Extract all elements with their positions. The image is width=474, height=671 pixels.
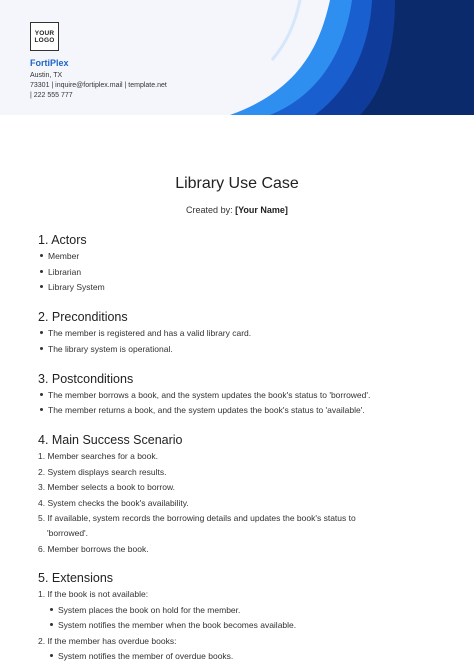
logo-text-2: LOGO [34,36,55,44]
logo-text-1: YOUR [34,29,55,37]
list-item: The library system is operational. [40,344,173,354]
page-title: Library Use Case [175,175,299,192]
sub-list-item: System notifies the member of overdue books. [50,651,233,661]
section-main-scenario-title: 4. Main Success Scenario [38,433,183,447]
created-by [0,205,474,215]
list-item: The member borrows a book, and the system updates the book's status to 'borrowed'. [40,390,370,400]
list-item: The member is registered and has a valid library card. [40,328,251,338]
list-item: Library System [40,282,105,292]
address-line-2: 73301 | inquire@fortiplex.mail | template.net [30,82,167,89]
list-item: 3. Member selects a book to borrow. [38,482,176,492]
list-item: 1. If the book is not available: [38,589,149,599]
sub-list-item: System places the book on hold for the member. [50,605,240,615]
list-item: 5. If available, system records the borrowing details and updates the book's status to [38,513,356,523]
list-item: 1. Member searches for a book. [38,451,159,461]
list-item-continuation: 'borrowed'. [47,528,89,538]
list-item: 6. Member borrows the book. [38,544,149,554]
sub-list-item: System notifies the member when the book becomes available. [50,620,296,630]
created-by-value: [Your Name] [235,205,288,215]
list-item: The member returns a book, and the system updates the book's status to 'available'. [40,405,365,415]
logo-placeholder [30,22,59,51]
company-name: FortiPlex [30,58,69,68]
section-preconditions-title: 2. Preconditions [38,310,128,324]
list-item: 2. System displays search results. [38,467,167,477]
address-line-3: | 222 555 777 [30,92,73,99]
address-line-1: Austin, TX [30,72,63,79]
section-actors-title: 1. Actors [38,233,87,247]
list-item: 2. If the member has overdue books: [38,636,177,646]
created-by-label: Created by: [186,205,233,215]
list-item: 4. System checks the book's availability. [38,498,189,508]
section-postconditions-title: 3. Postconditions [38,372,134,386]
section-extensions-title: 5. Extensions [38,571,114,585]
list-item: Member [40,251,79,261]
letterhead [0,0,474,115]
list-item: Librarian [40,267,81,277]
